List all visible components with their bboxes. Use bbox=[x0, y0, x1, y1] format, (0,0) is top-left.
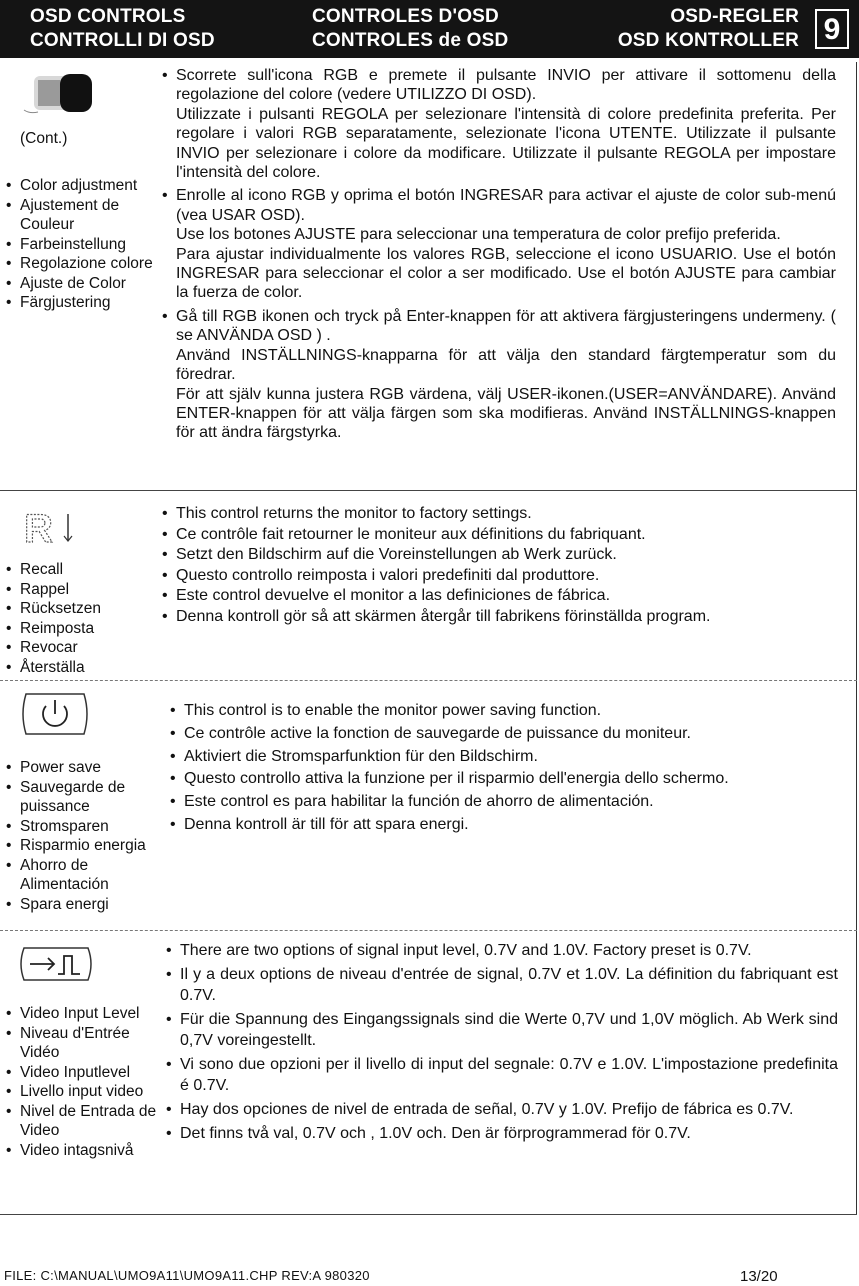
control-name: • Niveau d'Entrée Vidéo bbox=[6, 1024, 166, 1063]
section-divider bbox=[0, 1214, 857, 1215]
description-list bbox=[162, 66, 836, 443]
header-title-line: OSD KONTROLLER bbox=[617, 30, 799, 51]
svg-text:R: R bbox=[24, 507, 53, 550]
description-item: • Hay dos opciones de nivel de entrada de señal, 0.7V y 1.0V. Prefijo de fábrica es 0.7V. bbox=[166, 1099, 838, 1120]
video-input-level-icon bbox=[16, 944, 96, 984]
section-divider bbox=[0, 490, 857, 491]
header-title-de-sv bbox=[618, 5, 799, 53]
control-name-list bbox=[6, 176, 166, 313]
description-item bbox=[162, 307, 836, 443]
description-item bbox=[162, 186, 836, 302]
description-item: • Für die Spannung des Eingangssignals sind die Werte 0,7V und 1,0V möglich. Ab Werk sind 0,7V voreingestellt. bbox=[166, 1009, 838, 1051]
description-text: Utilizzate i pulsanti REGOLA per selezionare l'intensità di colore predefinita preferita. Per regolare i valori RGB separatamente, selezionate l'icona UTENTE. Utilizzate il pulsante INVIO per selezionare i colore da modificare. Utilizzate il pulsante REGOLA per impostare l'intensità del colore. bbox=[176, 105, 836, 182]
color-adjust-icon bbox=[20, 70, 100, 118]
description-text: För att själv kunna justera RGB värdena, välj USER-ikonen.(USER=ANVÄNDARE). Använd ENTER-knappen för att välja färgen som ska modifieras. Använd INSTÄLLNINGS-knappen för att ändra färgstyrka. bbox=[176, 385, 836, 442]
power-icon bbox=[16, 690, 94, 738]
control-name: • Sauvegarde de puissance bbox=[6, 778, 166, 817]
control-name: • Recall bbox=[6, 560, 166, 580]
description-item: • Este control es para habilitar la función de ahorro de alimentación. bbox=[170, 791, 836, 814]
control-name: • Ahorro de Alimentación bbox=[6, 856, 166, 895]
description-item: • Ce contrôle fait retourner le moniteur aux définitions du fabriquant. bbox=[162, 525, 836, 546]
description-item: • Vi sono due opzioni per il livello di input del segnale: 0.7V e 1.0V. L'impostazione predefinita é 0.7V. bbox=[166, 1054, 838, 1096]
control-name: • Spara energi bbox=[6, 895, 166, 915]
control-name-list bbox=[6, 560, 166, 677]
description-text: • Gå till RGB ikonen och tryck på Enter-knappen för att aktivera färgjusteringens undermeny. ( se ANVÄNDA OSD ) . bbox=[176, 307, 836, 345]
control-name-list bbox=[6, 1004, 166, 1160]
page-header bbox=[0, 0, 859, 58]
section-video-input-level bbox=[0, 934, 859, 1214]
control-name: • Reimposta bbox=[6, 619, 166, 639]
description-text: Use los botones AJUSTE para seleccionar una temperatura de color prefijo preferida. bbox=[176, 226, 781, 244]
control-name: • Återställa bbox=[6, 658, 166, 678]
description-item: • Ce contrôle active la fonction de sauvegarde de puissance du moniteur. bbox=[170, 723, 836, 746]
description-item: • This control is to enable the monitor power saving function. bbox=[170, 700, 836, 723]
header-title-line: OSD CONTROLS bbox=[30, 6, 186, 27]
description-list bbox=[170, 700, 836, 837]
control-name: • Nivel de Entrada de Video bbox=[6, 1102, 166, 1141]
description-item: • Questo controllo reimposta i valori predefiniti dal produttore. bbox=[162, 566, 836, 587]
description-item: • Aktiviert die Stromsparfunktion für den Bildschirm. bbox=[170, 746, 836, 769]
control-name: • Färgjustering bbox=[6, 293, 166, 313]
description-item: • Denna kontroll är till för att spara energi. bbox=[170, 814, 836, 837]
control-name: • Color adjustment bbox=[6, 176, 166, 196]
control-name: • Revocar bbox=[6, 638, 166, 658]
section-divider bbox=[0, 680, 857, 681]
section-color-adjustment bbox=[0, 62, 859, 490]
recall-icon bbox=[22, 506, 82, 550]
control-name: • Video Inputlevel bbox=[6, 1063, 166, 1083]
description-item: • Det finns två val, 0.7V och , 1.0V och. Den är förprogrammerad för 0.7V. bbox=[166, 1123, 838, 1144]
description-text: Para ajustar individualmente los valores RGB, seleccione el icono USUARIO. Use el botón INGRESAR para seleccionar el color a ser modificado. Use el botón AJUSTE para cambiar la fuerza de color. bbox=[176, 245, 836, 302]
section-power-save bbox=[0, 684, 859, 928]
description-text: • Enrolle al icono RGB y oprima el botón INGRESAR para activar el ajuste de color sub-menú (vea USAR OSD). bbox=[176, 187, 836, 224]
description-list bbox=[162, 504, 836, 627]
footer-file-path: FILE: C:\MANUAL\UMO9A11\UMO9A11.CHP REV:A 980320 bbox=[4, 1268, 370, 1283]
header-title-fr-es bbox=[312, 5, 508, 53]
control-name: • Livello input video bbox=[6, 1082, 166, 1102]
section-divider bbox=[0, 930, 857, 931]
header-title-en-it bbox=[30, 5, 215, 53]
continued-label: (Cont.) bbox=[20, 130, 68, 147]
description-item: • Denna kontroll gör så att skärmen återgår till fabrikens förinställda program. bbox=[162, 607, 836, 628]
description-item: • This control returns the monitor to factory settings. bbox=[162, 504, 836, 525]
control-name: • Power save bbox=[6, 758, 166, 778]
control-name: • Regolazione colore bbox=[6, 254, 166, 274]
control-name: • Risparmio energia bbox=[6, 836, 166, 856]
control-name: • Ajustement de Couleur bbox=[6, 196, 166, 235]
description-item: • Questo controllo attiva la funzione per il risparmio dell'energia dello schermo. bbox=[170, 768, 836, 791]
header-title-line: OSD-REGLER bbox=[670, 6, 799, 27]
section-recall bbox=[0, 494, 859, 680]
header-title-line: CONTROLES de OSD bbox=[312, 30, 509, 51]
control-name-list bbox=[6, 758, 166, 914]
control-name: • Ajuste de Color bbox=[6, 274, 166, 294]
control-name: • Video intagsnivå bbox=[6, 1141, 166, 1161]
description-item bbox=[162, 66, 836, 182]
control-name: • Stromsparen bbox=[6, 817, 166, 837]
header-title-line: CONTROLLI DI OSD bbox=[30, 30, 215, 51]
description-text: Använd INSTÄLLNINGS-knapparna för att välja den standard färgtemperatur som du föredrar. bbox=[176, 346, 836, 384]
control-name: • Farbeinstellung bbox=[6, 235, 166, 255]
description-item: • Setzt den Bildschirm auf die Voreinstellungen ab Werk zurück. bbox=[162, 545, 836, 566]
control-name: • Rücksetzen bbox=[6, 599, 166, 619]
page-badge: 9 bbox=[815, 9, 849, 49]
control-name: • Video Input Level bbox=[6, 1004, 166, 1024]
description-item: • There are two options of signal input level, 0.7V and 1.0V. Factory preset is 0.7V. bbox=[166, 940, 838, 961]
description-item: • Il y a deux options de niveau d'entrée de signal, 0.7V et 1.0V. La définition du fabriquant est 0.7V. bbox=[166, 964, 838, 1006]
description-item: • Este control devuelve el monitor a las definiciones de fábrica. bbox=[162, 586, 836, 607]
description-text: • Scorrete sull'icona RGB e premete il pulsante INVIO per attivare il sottomenu della regolazione del colore (vedere UTILIZZO DI OSD). bbox=[176, 67, 836, 104]
footer-page-number: 13/20 bbox=[740, 1268, 778, 1285]
control-name: • Rappel bbox=[6, 580, 166, 600]
header-title-line: CONTROLES D'OSD bbox=[312, 6, 499, 27]
description-list bbox=[166, 940, 838, 1144]
